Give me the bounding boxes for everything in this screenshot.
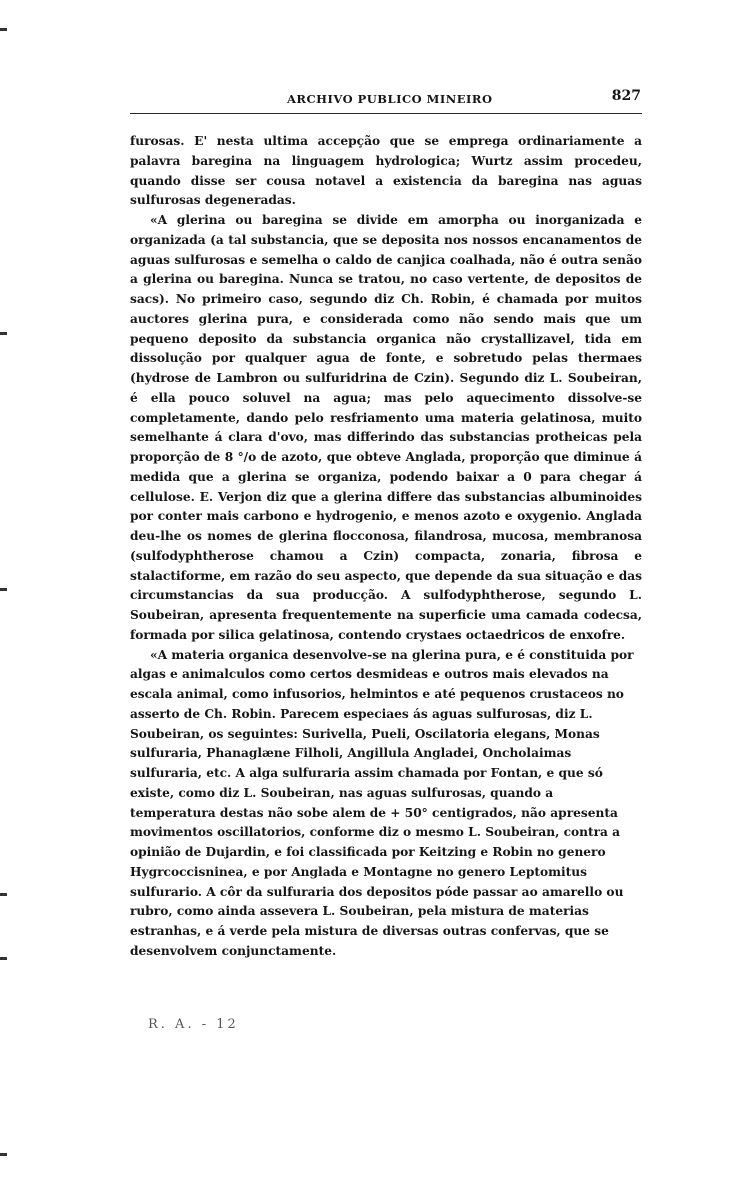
edge-mark — [0, 957, 7, 960]
paragraph-2: «A glerina ou baregina se divide em amorpha ou inorganizada e organizada (a tal substancia, que se deposita nos nossos encanamentos de aguas sulfurosas e semelha o caldo de canjica coalhada, não é outra senão a glerina ou baregina. Nunca se tratou, no caso vertente, de depositos de sacs). No primeiro caso, segundo diz Ch. Robin, é chamada por muitos auctores glerina pura, e considerada como não sendo mais que um pequeno deposito da substancia organica não crystallizavel, tida em dissolução por qualquer agua de fonte, e sobretudo pelas thermaes (hydrose de Lambron ou sulfuridrina de Czin). Segundo diz L. Soubeiran, é ella pouco soluvel na agua; mas pelo aquecimento dissolve-se completamente, dando pelo resfriamento uma materia gelatinosa, muito semelhante á clara d'ovo, mas differindo das substancias protheicas pela proporção de 8 °/o de azoto, que obteve Anglada, proporção que diminue á medida que a glerina se organiza, podendo baixar a 0 para chegar á cellulose. E. Verjon diz que a glerina differe das substancias albuminoides por conter mais carbono e hydrogenio, e menos azoto e oxygenio. Anglada deu-lhe os nomes de glerina flocconosa, filandrosa, mucosa, membranosa (sulfodyphtherose chamou a Czin) compacta, zonaria, fibrosa e stalactiforme, em razão do seu aspecto, que depende da sua situação e das circumstancias da sua producção. A sulfodyphtherose, segundo L. Soubeiran, apresenta frequentemente na superficie uma camada codecsa, formada por silica gelatinosa, contendo crystaes octaedricos de enxofre. — [130, 213, 642, 642]
edge-mark — [0, 893, 7, 896]
page-number: 827 — [611, 88, 641, 104]
running-title: ARCHIVO PUBLICO MINEIRO — [287, 92, 493, 106]
edge-mark — [0, 332, 7, 335]
header-rule — [130, 113, 642, 114]
paragraph-1: furosas. E' nesta ultima accepção que se emprega ordinariamente a palavra baregina na linguagem hydrologica; Wurtz assim procedeu, quando disse ser cousa notavel a existencia da baregina nas aguas sulfurosas degeneradas. — [130, 134, 642, 208]
running-header — [127, 88, 647, 110]
body-text — [130, 132, 642, 962]
paragraph-3: «A materia organica desenvolve-se na glerina pura, e é constituida por algas e animalculos como certos desmideas e outros mais elevados na escala animal, como infusorios, helmintos e até pequenos crustaceos no asserto de Ch. Robin. Parecem especiaes ás aguas sulfurosas, diz L. Soubeiran, os seguintes: Surivella, Pueli, Oscilatoria elegans, Monas sulfuraria, Phanaglæne Filholi, Angillula Angladei, Oncholaimas sulfuraria, etc. A alga sulfuraria assim chamada por Fontan, e que só existe, como diz L. Soubeiran, nas aguas sulfurosas, quando a temperatura destas não sobe alem de + 50° centigrados, não apresenta movimentos oscillatorios, conforme diz o mesmo L. Soubeiran, contra a opinião de Dujardin, e foi classificada por Keitzing e Robin no genero Hygrcoccisninea, e por Anglada e Montagne no genero Leptomitus sulfurario. A côr da sulfuraria dos depositos póde passar ao amarello ou rubro, como ainda assevera L. Soubeiran, pela mistura de materias estranhas, e á verde pela mistura de diversas outras confervas, que se desenvolvem conjunctamente. — [130, 647, 634, 958]
edge-mark — [0, 588, 7, 591]
edge-mark — [0, 28, 7, 31]
signature-mark: R. A. - 12 — [148, 1017, 239, 1032]
edge-mark — [0, 1153, 7, 1156]
